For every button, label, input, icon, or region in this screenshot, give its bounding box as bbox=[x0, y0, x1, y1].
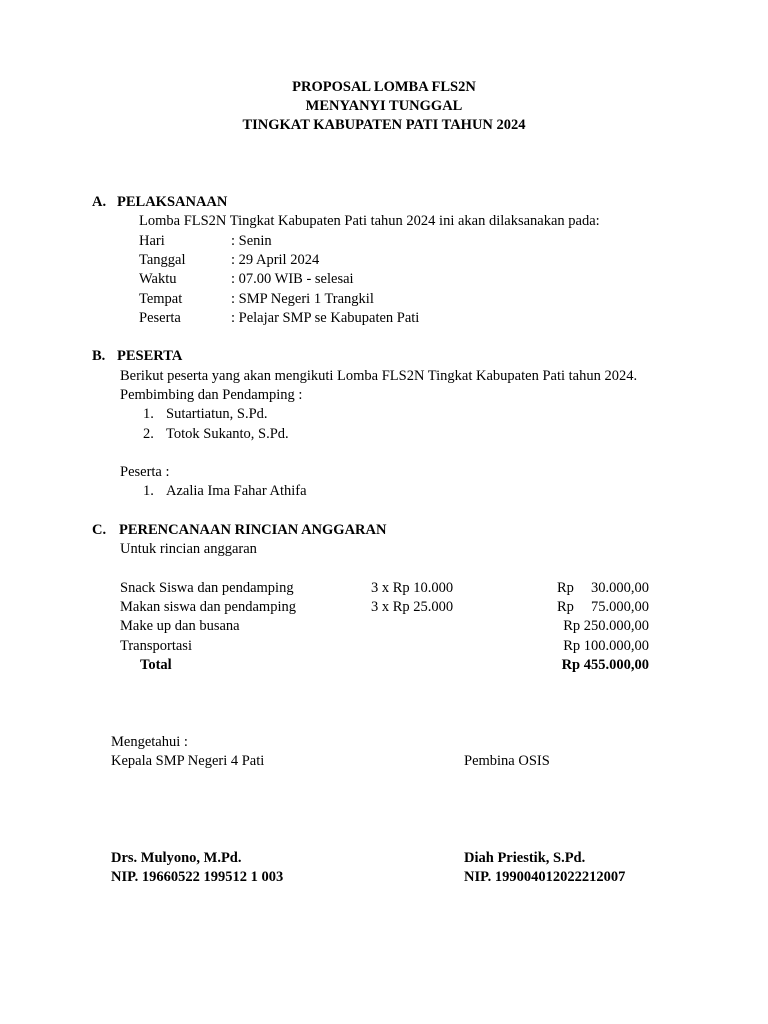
schedule-label-hari: Hari bbox=[139, 233, 165, 249]
pembimbing-name-1: Sutartiatun, S.Pd. bbox=[166, 406, 268, 422]
budget-item-currency: Rp bbox=[557, 580, 574, 596]
budget-total-label: Total bbox=[140, 657, 172, 673]
schedule-value-waktu: : 07.00 WIB - selesai bbox=[231, 271, 354, 287]
left-signatory-nip: NIP. 19660522 199512 1 003 bbox=[111, 869, 284, 885]
budget-item-amount: 30.000,00 bbox=[591, 580, 649, 596]
schedule-label-tanggal: Tanggal bbox=[139, 252, 186, 268]
schedule-value-hari: : Senin bbox=[231, 233, 272, 249]
peserta-label: Peserta : bbox=[120, 464, 170, 480]
budget-item-currency: Rp bbox=[557, 599, 574, 615]
right-signatory-nip: NIP. 199004012022212007 bbox=[464, 869, 626, 885]
section-a-letter: A. bbox=[92, 194, 107, 210]
document-title-line-1: PROPOSAL LOMBA FLS2N bbox=[292, 79, 476, 95]
section-a-intro: Lomba FLS2N Tingkat Kabupaten Pati tahun 2024 ini akan dilaksanakan pada: bbox=[139, 213, 600, 229]
document-title-line-2: MENYANYI TUNGGAL bbox=[305, 98, 463, 114]
schedule-label-tempat: Tempat bbox=[139, 291, 183, 307]
left-signatory-title: Kepala SMP Negeri 4 Pati bbox=[111, 753, 265, 769]
schedule-value-tempat: : SMP Negeri 1 Trangkil bbox=[231, 291, 374, 307]
right-signatory-title: Pembina OSIS bbox=[464, 753, 550, 769]
budget-item-qty: 3 x Rp 25.000 bbox=[371, 599, 454, 615]
right-signatory-name: Diah Priestik, S.Pd. bbox=[464, 850, 586, 866]
section-b-intro: Berikut peserta yang akan mengikuti Lomba FLS2N Tingkat Kabupaten Pati tahun 2024. bbox=[120, 368, 638, 384]
budget-item-name: Makan siswa dan pendamping bbox=[120, 599, 296, 615]
section-c-intro: Untuk rincian anggaran bbox=[120, 541, 257, 557]
peserta-name-1: Azalia Ima Fahar Athifa bbox=[166, 483, 307, 499]
pembimbing-name-2: Totok Sukanto, S.Pd. bbox=[166, 426, 289, 442]
schedule-value-tanggal: : 29 April 2024 bbox=[231, 252, 320, 268]
pembimbing-label: Pembimbing dan Pendamping : bbox=[120, 387, 303, 403]
budget-item-name: Snack Siswa dan pendamping bbox=[120, 580, 294, 596]
section-a-heading: PELAKSANAAN bbox=[117, 194, 228, 210]
budget-item-amount: Rp 100.000,00 bbox=[563, 638, 649, 654]
section-c-heading: PERENCANAAN RINCIAN ANGGARAN bbox=[119, 522, 387, 538]
pembimbing-number-2: 2. bbox=[143, 426, 154, 442]
pembimbing-number-1: 1. bbox=[143, 406, 154, 422]
budget-total-amount: Rp 455.000,00 bbox=[561, 657, 649, 673]
section-b-letter: B. bbox=[92, 348, 106, 364]
schedule-label-waktu: Waktu bbox=[139, 271, 177, 287]
left-signatory-name: Drs. Mulyono, M.Pd. bbox=[111, 850, 242, 866]
schedule-value-peserta: : Pelajar SMP se Kabupaten Pati bbox=[231, 310, 420, 326]
budget-item-name: Transportasi bbox=[120, 638, 192, 654]
section-c-letter: C. bbox=[92, 522, 107, 538]
budget-item-name: Make up dan busana bbox=[120, 618, 240, 634]
section-b-heading: PESERTA bbox=[117, 348, 183, 364]
budget-item-qty: 3 x Rp 10.000 bbox=[371, 580, 454, 596]
budget-item-amount: 75.000,00 bbox=[591, 599, 649, 615]
document-title-line-3: TINGKAT KABUPATEN PATI TAHUN 2024 bbox=[242, 117, 526, 133]
peserta-number-1: 1. bbox=[143, 483, 154, 499]
schedule-label-peserta: Peserta bbox=[139, 310, 181, 326]
mengetahui-label: Mengetahui : bbox=[111, 734, 188, 750]
budget-item-amount: Rp 250.000,00 bbox=[563, 618, 649, 634]
